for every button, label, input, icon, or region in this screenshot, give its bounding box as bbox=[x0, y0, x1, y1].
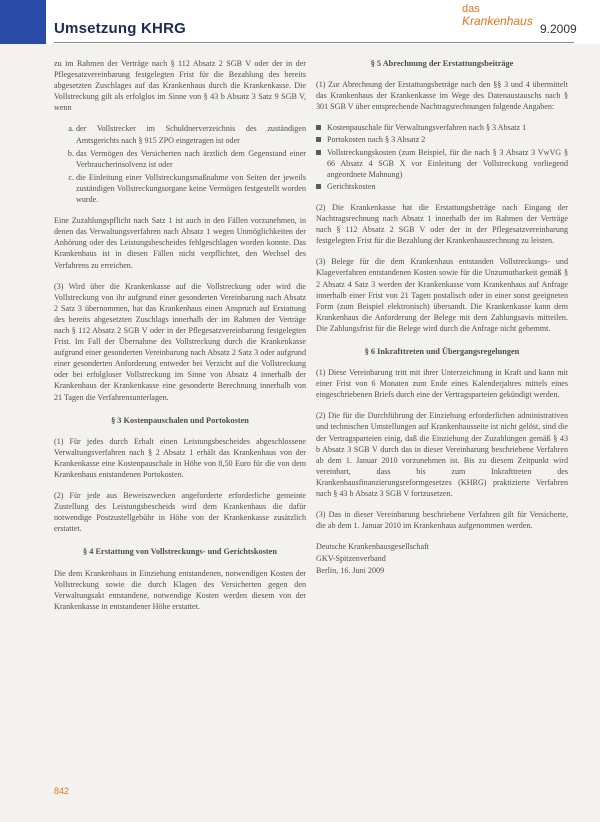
list-item: Kostenpauschale für Verwaltungsverfahren nach § 3 Absatz 1 bbox=[316, 122, 568, 133]
paragraph: (3) Belege für die dem Krankenhaus entstanden Vollstreckungs- und Klageverfahren entstandenen Kosten sowie für die Unzumutbarkeit gemäß § 2 Absatz 4 Satz 3 werden der Krankenkasse vom Krankenhaus auf Anfrage innerhalb einer Frist von 21 Tagen postalisch oder in einer sonst geeigneten Form (zum Beispiel elektronisch) übersandt. Die Krankenkasse kann dem Krankenhaus die Anforderung der Belege mit dem Zahlungsavis mitteilen. Die Zahlungsfrist für die Belege wird durch die Anfrage nicht gehemmt. bbox=[316, 257, 568, 333]
page-number: 842 bbox=[54, 786, 70, 796]
section-heading: § 6 Inkrafttreten und Übergangsregelungen bbox=[364, 346, 520, 356]
paragraph: (3) Wird über die Krankenkasse auf die Vollstreckung oder wird die Vollstreckung von ihr aufgrund einer gesonderten Vereinbarung nach Absatz 2 Satz 3 übernommen, hat das Krankenhaus einen Anspruch auf Erstattung des bereits abgesetzten Zuschlags innerhalb der im Rahmen der Verträge nach § 112 Absatz 2 SGB V oder in der Pflegesatzvereinbarung festgelegten Frist. Im Fall der Übernahme des Vollstreckung durch die Krankenkasse aufgrund einer gesonderten Vereinbarung nach Absatz 2 Satz 3 oder aufgrund einer gesonderten Anforderung entweder bei Verzicht auf die Vollstreckung oder bei erfolgloser Vollstreckung im Sinne von Absatz 4 innerhalb der Krankenhaus der Krankenkasse eine gesonderte Berechnung innerhalb von 21 Tagen die Verfahrensunterlagen. bbox=[54, 281, 306, 402]
signature-block bbox=[316, 541, 568, 577]
signatory: Deutsche Krankenhausgesellschaft bbox=[316, 542, 430, 552]
section-heading: § 4 Erstattung von Vollstreckungs- und Gerichtskosten bbox=[83, 547, 277, 557]
page-header bbox=[0, 0, 600, 44]
issue-number: 9.2009 bbox=[540, 22, 577, 36]
section-heading: § 5 Abrechnung der Erstattungsbeiträge bbox=[370, 59, 514, 68]
left-column bbox=[54, 58, 306, 622]
signatory: GKV-Spitzenverband bbox=[316, 554, 386, 564]
paragraph: Die dem Krankenhaus in Einziehung entstandenen, notwendigen Kosten der Vollstreckung sowie die durch Klagen des Versicherten gegen den Verwaltungsakt entstandene, notwendige Kosten werden diesem von der Krankenkasse in entstandener Höhe erstattet. bbox=[54, 568, 306, 611]
paragraph: (1) Diese Vereinbarung tritt mit ihrer Unterzeichnung in Kraft und kann mit einer Frist von 6 Monaten zum Ende eines Kalenderjahres mittels eines eingeschriebenen Briefs durch eine der Vertragsparteien gekündigt werden. bbox=[316, 368, 568, 400]
bullet-list bbox=[316, 122, 568, 192]
list-item: Portokosten nach § 3 Absatz 2 bbox=[316, 134, 568, 145]
paragraph: (3) Das in dieser Vereinbarung beschriebene Verfahren gilt für Versicherte, die ab dem 1. Januar 2010 im Krankenhaus aufgenommen werden. bbox=[316, 510, 568, 531]
journal-logo bbox=[462, 3, 533, 28]
logo-small-text: das bbox=[462, 3, 480, 15]
logo-main-text: Krankenhaus bbox=[462, 14, 533, 28]
right-column bbox=[316, 58, 568, 577]
place-date: Berlin, 16. Juni 2009 bbox=[316, 566, 385, 576]
header-divider bbox=[54, 42, 574, 43]
paragraph: (1) Zur Abrechnung der Erstattungsbeträge nach den §§ 3 und 4 übermittelt das Krankenhaus der Krankenkasse im Wege des Datenaustauschs nach § 301 SGB V über entsprechende Nachtragsrechnungen folgende Angaben: bbox=[316, 80, 568, 112]
paragraph: Eine Zuzahlungspflicht nach Satz 1 ist auch in den Fällen vorzunehmen, in denen das Verwaltungsverfahren nach Absatz 1 wegen Unmöglichkeiten der Anhörung oder des Leistungsbescheides fehlgeschlagen worden konnte. Das Krankenhaus ist in diesen Fällen nicht verpflichtet, den Wechsel des Verfahrens zu erreichen. bbox=[54, 216, 306, 270]
list-item: c. die Einleitung einer Vollstreckungsmaßnahme von Seiten der jeweils zuständigen Vollstreckungsorgane keine Vermögen festgestellt worden wurde. bbox=[76, 172, 306, 205]
paragraph: (2) Die Krankenkasse hat die Erstattungsbeträge nach Eingang der Nachtragsrechnung nach Absatz 1 innerhalb der im Rahmen der Verträge nach § 112 Absatz 2 SGB V oder der in der Pflegesatzvereinbarung festgelegten Frist für die Bezahlung der Krankenhausrechnung zu leisten. bbox=[316, 202, 568, 246]
paragraph: zu im Rahmen der Verträge nach § 112 Absatz 2 SGB V oder der in der Pflegesatzvereinbarung festgelegten Frist für die Bezahlung des bereits abgesetzten Zuschlages auf das Krankenhaus durch die Krankenkasse. Die Vollstreckung gilt als erfolglos im Sinne von § 43 b Absatz 3 Satz 9 SGB V, wenn bbox=[54, 59, 306, 113]
section-heading: § 3 Kostenpauschalen und Portokosten bbox=[111, 415, 249, 425]
paragraph: (1) Für jedes durch Erhalt einen Leistungsbescheides abgeschlossene Verwaltungsverfahren nach § 2 Absatz 1 erhält das Krankenhaus von der Krankenkasse eine Kostenpauschale in Höhe von 8,50 Euro für die von dem Krankenhaus entstandenen Portokosten. bbox=[54, 436, 306, 479]
paragraph: (2) Für jede aus Beweiszwecken angeforderte erforderliche gemeinte Zustellung des Leistungsbescheids wird dem Krankenhaus die dafür notwendige Postzustellgebühr in Höhe von der Krankenkasse zusätzlich erstattet. bbox=[54, 491, 306, 534]
condition-list bbox=[54, 123, 306, 205]
list-item: Vollstreckungskosten (zum Beispiel, für die nach § 3 Absatz 3 VwVG § 66 Absatz 4 SGB X vor Einleitung der Vollstreckung vorliegend angeordnete Mahnung) bbox=[316, 147, 568, 180]
page-title: Umsetzung KHRG bbox=[54, 20, 186, 37]
paragraph: (2) Die für die Durchführung der Einziehung erforderlichen administrativen und technischen Umstellungen auf Krankenhausseite ist nicht gelöst, sind die der Vertragsparteien einig, daß die Einziehung der Zuzahlungen gemäß § 43 b Absatz 3 SGB V durch das in dieser Vereinbarung beschriebene Verfahren ab dem 1. Januar 2010 vorzunehmen ist. Bis zu diesem Zeitpunkt wird vereinbart, dass bis zum Inkrafttreten des Krankenhausfinanzierungsreformgesetzes (KHRG) praktizierte Verfahren nach § 43 b Absatz 3 SGB V fortzusetzen. bbox=[316, 411, 568, 498]
list-item: Gerichtskosten bbox=[316, 181, 568, 192]
section-color-tab bbox=[0, 0, 46, 44]
list-item: b. das Vermögen des Versicherten nach ärztlich dem Gegenstand einer Verbraucherinsolvenz ist oder bbox=[76, 148, 306, 170]
list-item: a. der Vollstrecker im Schuldnerverzeichnis des zuständigen Amtsgerichts nach § 915 ZPO eingetragen ist oder bbox=[76, 123, 306, 145]
